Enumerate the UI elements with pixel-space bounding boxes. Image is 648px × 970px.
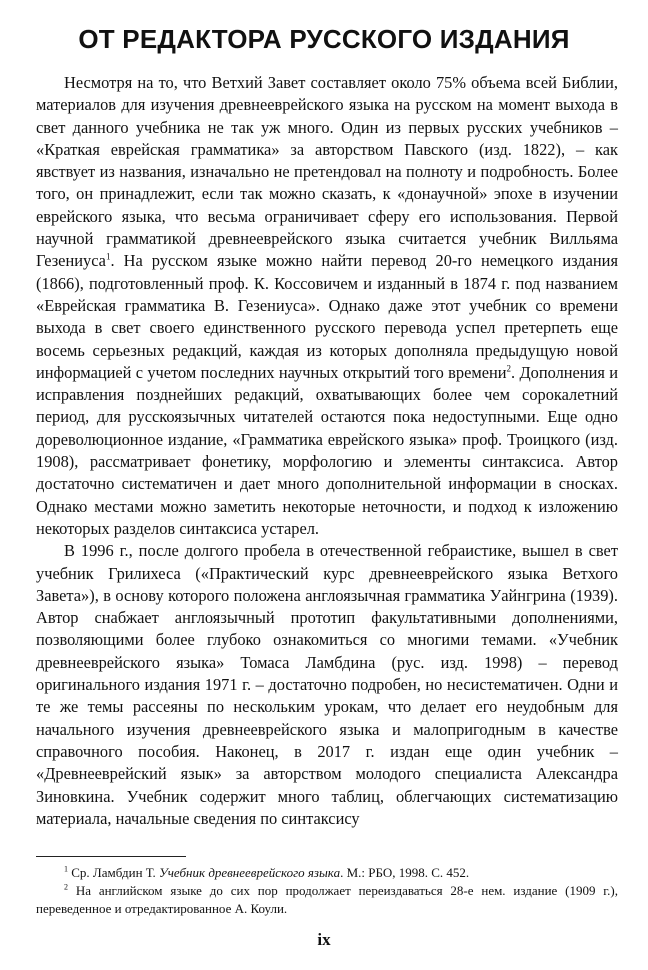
page-number: ix (317, 930, 331, 949)
footnote-1 (36, 864, 618, 882)
main-text (36, 72, 618, 830)
footnote-2 (36, 882, 618, 918)
footnote-separator (36, 856, 186, 857)
footnote-ref-1: 1 (105, 251, 111, 262)
paragraph-2: В 1996 г., после долгого пробела в отечественной гебраистике, вышел в свет учебник Грилихеса («Практический курс древнееврейского языка Ветхого Завета»), в основу которого положена англоязычная грамматика Уайнгрина (1939). Автор снабжает англоязычный прототип факультативными дополнениями, позволяющими более глубоко ознакомиться со многими темами. «Учебник древнееврейского языка» Томаса Ламбдина (рус. изд. 1998) – перевод оригинального издания 1971 г. – достаточно подробен, но несистематичен. Одни и те же темы рассеяны по нескольким урокам, что делает его неудобным для начального изучения древнееврейского языка и малопригодным в качестве справочного пособия. Наконец, в 2017 г. издан еще один учебник – «Древнееврейский язык» за авторством молодого специалиста Александра Зиновкина. Учебник содержит много таблиц, облегчающих систематизацию материала, начальные сведения по синтаксису (36, 541, 618, 828)
page-title: ОТ РЕДАКТОРА РУССКОГО ИЗДАНИЯ (78, 24, 570, 54)
footnote-1-book-title: Учебник древнееврейского языка (158, 865, 341, 880)
footnote-1-mark: 1 (64, 864, 68, 874)
paragraph-1-part-3: . Дополнения и исправления позднейших редакций, охватывающих более чем сорокалетний период, для русскоязычных читателей остаются пока недоступными. Еще одно дореволюционное издание, «Грамматика еврейского языка» проф. Троицкого (изд. 1908), рассматривает фонетику, морфологию и элементы синтаксиса. Автор достаточно систематичен и дает много дополнительной информации в сносках. Однако местами можно заметить некоторые неточности, и подход к изложению некоторых разделов синтаксиса устарел. (36, 362, 618, 538)
footnote-2-mark: 2 (64, 882, 68, 892)
paragraph-1 (36, 72, 618, 540)
paragraph-1-part-2: . На русском языке можно найти перевод 20-го немецкого издания (1866), подготовленный проф. К. Коссовичем и изданный в 1874 г. под названием «Еврейская грамматика В. Гезениуса». Однако даже этот учебник со времени выхода в свет своего единственного русского перевода успел претерпеть еще восемь серьезных редакций, каждая из которых дополняла предыдущую новой информацией с учетом последних научных открытий того времени (36, 251, 618, 382)
paragraph-1-part-1: Несмотря на то, что Ветхий Завет составляет около 75% объема всей Библии, материалов для изучения древнееврейского языка на русском на момент выхода в свет данного учебника не так уж много. Один из первых русских учебников – «Краткая еврейская грамматика» за авторством Павского (изд. 1822), – как явствует из названия, изначально не претендовал на полноту и подробность. Более того, он принадлежит, если так можно сказать, к «донаучной» эпохе в изучении еврейского языка, что весьма ограничивает сферу его использования. Первой научной грамматикой древнееврейского языка считается учебник Вилльяма Гезениуса (36, 73, 618, 271)
footnote-1-before: Ср. Ламбдин Т. (71, 865, 159, 880)
footnote-ref-2: 2 (506, 363, 512, 374)
footnotes (36, 864, 618, 918)
footnote-1-after: . М.: РБО, 1998. С. 452. (340, 865, 470, 880)
footnote-2-text: На английском языке до сих пор продолжает переиздаваться 28-е нем. издание (1909 г.), переведенное и отредактированное А. Коули. (36, 883, 618, 916)
